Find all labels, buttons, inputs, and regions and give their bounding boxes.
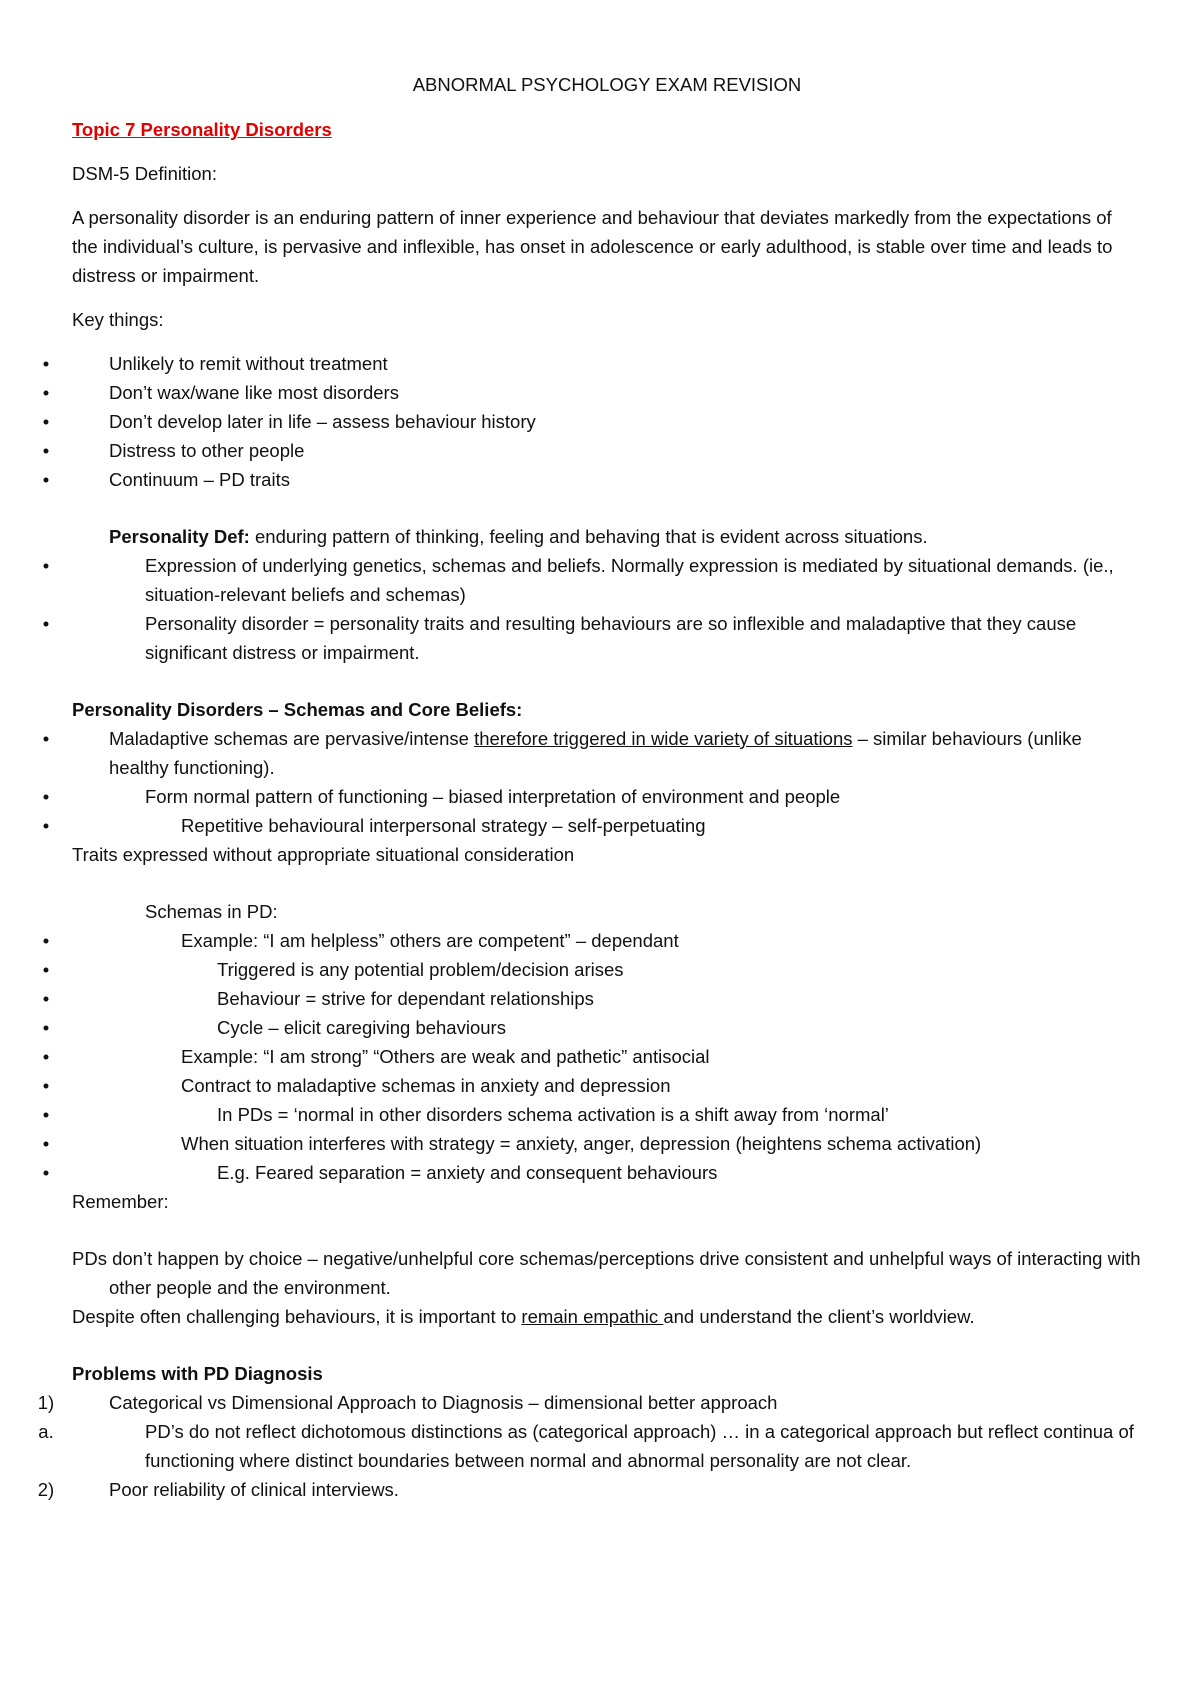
remember-paragraph-2: Despite often challenging behaviours, it is important to remain empathic and understand the client’s worldview.	[72, 1306, 975, 1327]
dsm-label: DSM-5 Definition:	[72, 163, 217, 184]
list-item: • Example: “I am strong” “Others are weak and pathetic” antisocial	[72, 1042, 1142, 1071]
remember-label: Remember:	[72, 1191, 169, 1212]
list-item: • Unlikely to remit without treatment	[72, 349, 1142, 378]
list-item: • Maladaptive schemas are pervasive/intense therefore triggered in wide variety of situations – similar behaviours (unlike healthy functioning).	[72, 724, 1142, 782]
list-item: a. PD’s do not reflect dichotomous distinctions as (categorical approach) … in a categorical approach but reflect continua of functioning where distinct boundaries between normal and abnormal personality are not clear.	[72, 1417, 1142, 1475]
list-number: 1)	[37, 1392, 55, 1413]
key-things-list	[42, 349, 1142, 494]
topic-heading: Topic 7 Personality Disorders	[72, 119, 332, 140]
bullet-icon: •	[42, 1046, 50, 1067]
traits-line: Traits expressed without appropriate situational consideration	[72, 844, 575, 865]
bullet-icon: •	[42, 988, 50, 1009]
list-item: • Contract to maladaptive schemas in anxiety and depression	[72, 1071, 1142, 1100]
bullet-icon: •	[42, 1075, 50, 1096]
list-item: • E.g. Feared separation = anxiety and consequent behaviours	[72, 1158, 1142, 1187]
list-item: • Don’t wax/wane like most disorders	[72, 378, 1142, 407]
underlined-text: therefore triggered in wide variety of situations	[474, 728, 853, 749]
list-item: • Triggered is any potential problem/decision arises	[72, 955, 1142, 984]
list-item: 2) Poor reliability of clinical interviews.	[72, 1475, 1142, 1504]
bullet-icon: •	[42, 1017, 50, 1038]
list-item: • Personality disorder = personality traits and resulting behaviours are so inflexible and maladaptive that they cause significant distress or impairment.	[72, 609, 1142, 667]
list-item: • Continuum – PD traits	[72, 465, 1142, 494]
bullet-icon: •	[42, 440, 50, 461]
bullet-icon: •	[42, 1133, 50, 1154]
dsm-definition: A personality disorder is an enduring pattern of inner experience and behaviour that deviates markedly from the expectations of the individual’s culture, is pervasive and inflexible, has onset in adolescence or early adulthood, is stable over time and leads to distress or impairment.	[72, 207, 1113, 286]
bullet-icon: •	[42, 382, 50, 403]
list-item: • Behaviour = strive for dependant relationships	[72, 984, 1142, 1013]
document-body	[37, 70, 1142, 1504]
list-item: • In PDs = ‘normal in other disorders schema activation is a shift away from ‘normal’	[72, 1100, 1142, 1129]
bullet-icon: •	[42, 786, 50, 807]
list-item: • Distress to other people	[72, 436, 1142, 465]
list-letter: a.	[38, 1421, 54, 1442]
list-item: • Form normal pattern of functioning – biased interpretation of environment and people	[72, 782, 1142, 811]
key-things-label: Key things:	[72, 309, 164, 330]
personality-def-list	[42, 551, 1142, 667]
list-item: • Don’t develop later in life – assess behaviour history	[72, 407, 1142, 436]
problems-heading: Problems with PD Diagnosis	[72, 1363, 323, 1384]
bullet-icon: •	[42, 728, 50, 749]
list-item: 1) Categorical vs Dimensional Approach to Diagnosis – dimensional better approach	[72, 1388, 1142, 1417]
document-title: ABNORMAL PSYCHOLOGY EXAM REVISION	[412, 74, 802, 95]
bullet-icon: •	[42, 815, 50, 836]
bullet-icon: •	[42, 411, 50, 432]
list-item: • Example: “I am helpless” others are competent” – dependant	[72, 926, 1142, 955]
bullet-icon: •	[42, 930, 50, 951]
underlined-text: remain empathic	[521, 1306, 664, 1327]
list-item: • Repetitive behavioural interpersonal strategy – self-perpetuating	[72, 811, 1142, 840]
list-item: • Expression of underlying genetics, schemas and beliefs. Normally expression is mediated by situational demands. (ie., situation-relevant beliefs and schemas)	[72, 551, 1142, 609]
list-item: • When situation interferes with strategy = anxiety, anger, depression (heightens schema activation)	[72, 1129, 1142, 1158]
bullet-icon: •	[42, 353, 50, 374]
list-number: 2)	[37, 1479, 55, 1500]
schemas-in-pd-label: Schemas in PD:	[145, 901, 278, 922]
bullet-icon: •	[42, 1104, 50, 1125]
remember-paragraph-1: PDs don’t happen by choice – negative/unhelpful core schemas/perceptions drive consistent and unhelpful ways of interacting with other people and the environment.	[72, 1248, 1141, 1298]
list-item: • Cycle – elicit caregiving behaviours	[72, 1013, 1142, 1042]
bullet-icon: •	[42, 469, 50, 490]
bullet-icon: •	[42, 555, 50, 576]
bullet-icon: •	[42, 1162, 50, 1183]
bullet-icon: •	[42, 959, 50, 980]
bullet-icon: •	[42, 613, 50, 634]
problems-list	[37, 1388, 1142, 1504]
schemas-list	[42, 724, 1142, 840]
personality-def-label: Personality Def:	[109, 526, 250, 547]
personality-definition: Personality Def: enduring pattern of thinking, feeling and behaving that is evident across situations.	[109, 526, 928, 547]
schemas-in-pd-list	[42, 926, 1142, 1187]
schemas-heading: Personality Disorders – Schemas and Core Beliefs:	[72, 699, 523, 720]
